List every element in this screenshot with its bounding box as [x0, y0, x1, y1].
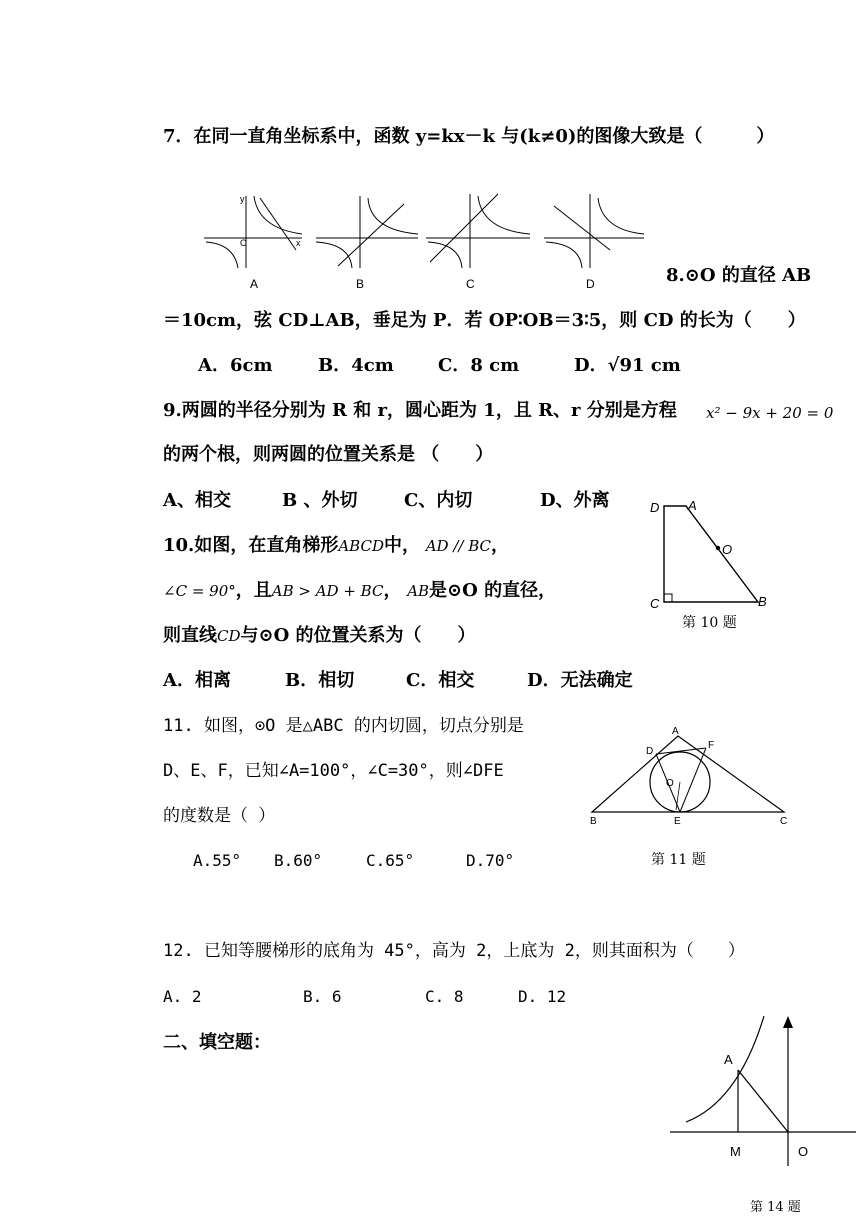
- q9-line2: 的两个根，则两圆的位置关系是 （ ）: [163, 444, 494, 465]
- q10-pt-d: D: [650, 500, 660, 515]
- q11-line3: 的度数是（ ）: [163, 806, 276, 826]
- q10-pt-c: C: [650, 596, 660, 611]
- q10-line3: 则直线CD与⊙O 的位置关系为（ ）: [163, 625, 476, 646]
- q8-option-c: C．8 cm: [438, 355, 520, 376]
- q10-option-a: A．相离: [163, 670, 231, 691]
- q10-option-b: B．相切: [285, 670, 355, 691]
- q10-option-d: D．无法确定: [527, 670, 633, 691]
- q9-option-b: B 、外切: [282, 490, 358, 511]
- q8-option-a: A．6cm: [198, 355, 273, 376]
- q9-option-d: D、外离: [540, 490, 610, 511]
- q11-figure-caption: 第 11 题: [651, 852, 706, 868]
- q7-graphs: [198, 188, 658, 292]
- q11-pt-d: D: [646, 746, 654, 757]
- q11-line1: 11. 如图，⊙O 是△ABC 的内切圆，切点分别是: [163, 716, 524, 736]
- q12-stem: 12. 已知等腰梯形的底角为 45°，高为 2，上底为 2，则其面积为（ ）: [163, 941, 745, 961]
- q12-option-b: B. 6: [303, 987, 342, 1006]
- q11-figure: [584, 724, 796, 828]
- q12-option-c: C. 8: [425, 987, 464, 1006]
- q12-option-a: A. 2: [163, 987, 202, 1006]
- q7-graph-a: [204, 196, 302, 268]
- q11-option-b: B.60°: [274, 851, 323, 870]
- q11-pt-e: E: [674, 816, 681, 827]
- q10-pt-o: O: [722, 542, 733, 557]
- q7-label-c: C: [466, 277, 475, 291]
- q11-option-a: A.55°: [193, 851, 242, 870]
- q11-pt-b: B: [590, 816, 597, 827]
- q9-option-a: A、相交: [163, 490, 231, 511]
- q10-pt-a: A: [688, 498, 697, 513]
- q11-pt-c: C: [780, 816, 788, 827]
- q11-pt-o: O: [666, 778, 674, 789]
- q11-pt-f: F: [708, 740, 715, 751]
- q8-option-d: D．√91 cm: [574, 355, 681, 376]
- q11-option-d: D.70°: [466, 851, 515, 870]
- q14-pt-a: A: [724, 1052, 733, 1067]
- q7-label-a: A: [250, 277, 259, 291]
- q9-option-c: C、内切: [404, 490, 473, 511]
- q11-pt-a: A: [672, 726, 679, 737]
- q7-graph-b: [316, 196, 418, 268]
- q10-line2: ∠C = 90°，且AB > AD + BC， AB是⊙O 的直径，: [163, 580, 557, 601]
- q10-figure-caption: 第 10 题: [682, 615, 737, 631]
- q7-axis-x: x: [296, 238, 301, 248]
- q14-figure: [668, 1012, 858, 1166]
- q11-option-c: C.65°: [366, 851, 415, 870]
- q7-origin: O: [240, 238, 248, 248]
- q8-line2: ＝10cm，弦 CD⊥AB，垂足为 P．若 OP∶OB＝3∶5，则 CD 的长为（ ）: [163, 310, 806, 331]
- q10-figure: [648, 498, 768, 612]
- q7-stem: 7．在同一直角坐标系中，函数 y=kx－k 与(k≠0)的图像大致是（ ）: [163, 126, 775, 147]
- q10-line1: 10.如图，在直角梯形ABCD中， AD // BC，: [163, 535, 509, 556]
- q7-graph-d: [544, 194, 644, 268]
- q7-axis-y: y: [240, 194, 245, 204]
- q14-pt-m: M: [730, 1144, 741, 1159]
- q9-equation: x² − 9x + 20 = 0: [706, 404, 834, 422]
- q9-line1: 9.两圆的半径分别为 R 和 r，圆心距为 1，且 R、r 分别是方程: [163, 400, 677, 421]
- q7-label-d: D: [586, 277, 595, 291]
- q10-option-c: C．相交: [406, 670, 475, 691]
- q11-line2: D、E、F，已知∠A=100°，∠C=30°，则∠DFE: [163, 761, 504, 781]
- q14-pt-o: O: [798, 1144, 809, 1159]
- section2-title: 二、填空题：: [163, 1032, 271, 1053]
- q8-option-b: B．4cm: [318, 355, 394, 376]
- q7-graph-c: [426, 194, 530, 268]
- q7-label-b: B: [356, 277, 365, 291]
- q12-option-d: D. 12: [518, 987, 567, 1006]
- q10-pt-b: B: [758, 594, 767, 609]
- q14-figure-caption: 第 14 题: [750, 1200, 801, 1215]
- q8-line1: 8.⊙O 的直径 AB: [666, 265, 812, 286]
